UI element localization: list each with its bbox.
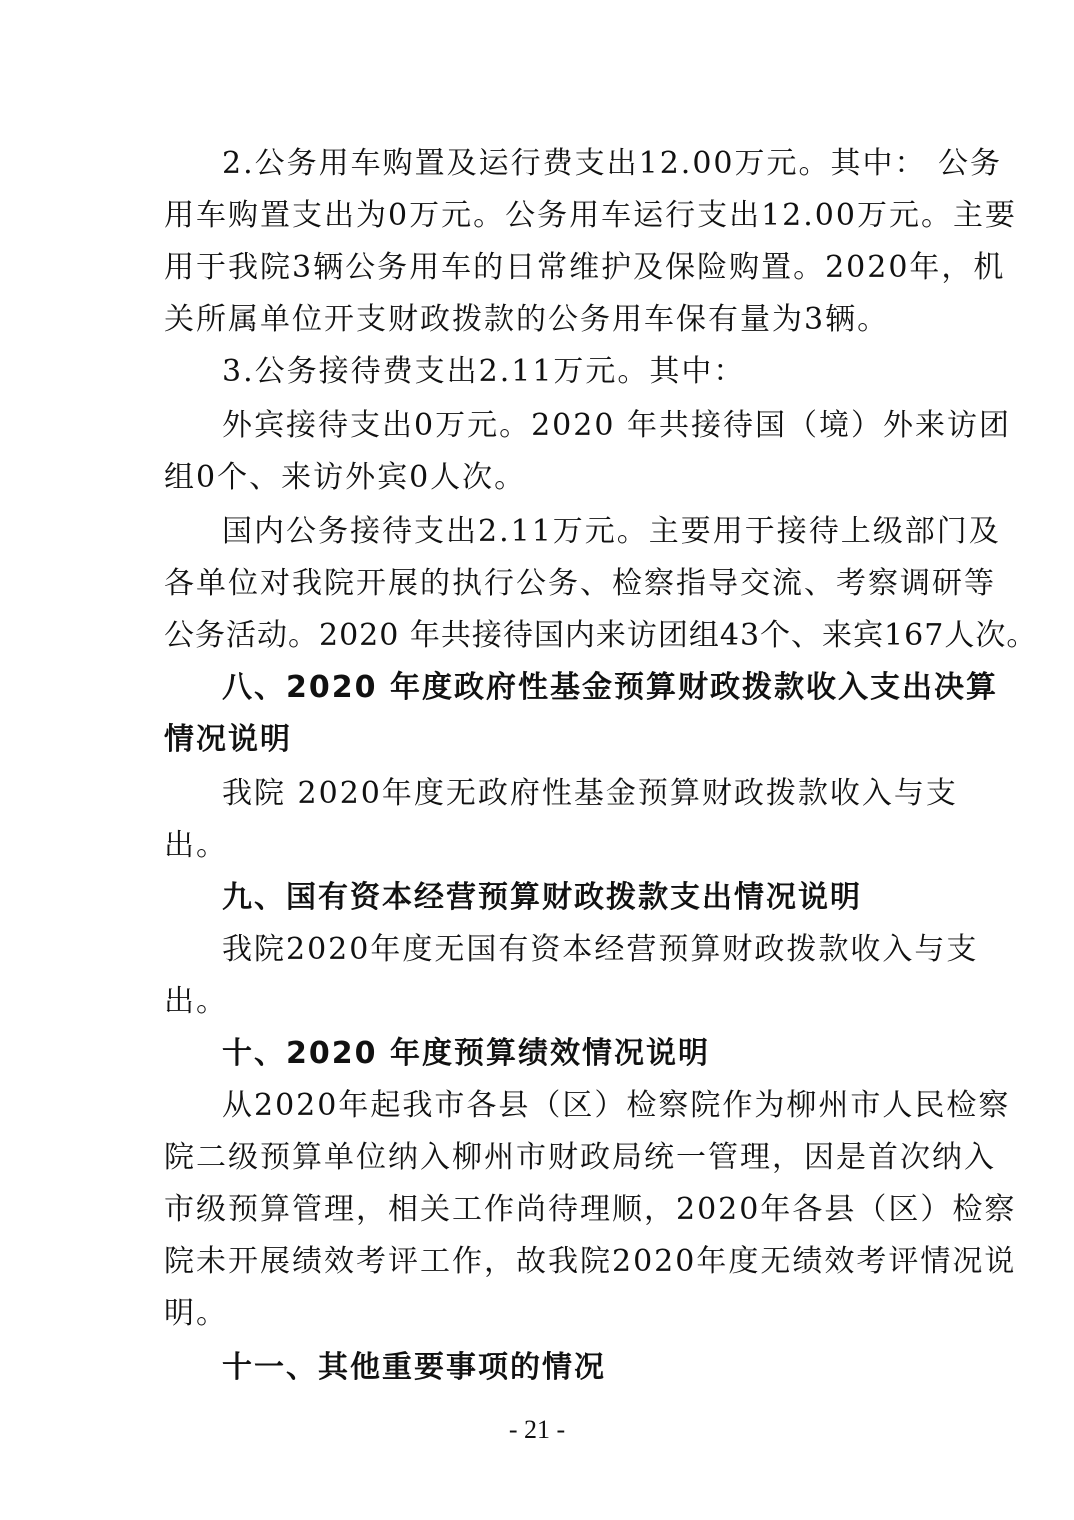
section-heading-10: 十、2020 年度预算绩效情况说明 — [222, 1036, 710, 1071]
body-text-line: 外宾接待支出0万元。2020 年共接待国（境）外来访团 — [222, 408, 1011, 443]
section-heading-11: 十一、其他重要事项的情况 — [222, 1350, 606, 1385]
body-text-line: 用于我院3辆公务用车的日常维护及保险购置。2020年，机 — [164, 250, 1006, 285]
body-text-line: 院未开展绩效考评工作，故我院2020年度无绩效考评情况说 — [164, 1244, 1017, 1279]
body-text-line: 出。 — [164, 828, 228, 863]
body-text-line: 3.公务接待费支出2.11万元。其中： — [222, 354, 746, 389]
body-text-line: 院二级预算单位纳入柳州市财政局统一管理，因是首次纳入 — [164, 1140, 996, 1175]
body-text-line: 市级预算管理，相关工作尚待理顺，2020年各县（区）检察 — [164, 1192, 1017, 1227]
body-text-line: 从2020年起我市各县（区）检察院作为柳州市人民检察 — [222, 1088, 1011, 1123]
body-text-line: 我院 2020年度无政府性基金预算财政拨款收入与支 — [222, 776, 958, 811]
body-text-line: 出。 — [164, 984, 228, 1019]
section-heading-9: 九、国有资本经营预算财政拨款支出情况说明 — [222, 880, 862, 915]
body-text-line: 2.公务用车购置及运行费支出12.00万元。其中： 公务 — [222, 146, 1003, 181]
body-text-line: 用车购置支出为0万元。公务用车运行支出12.00万元。主要 — [164, 198, 1017, 233]
body-text-line: 公务活动。2020 年共接待国内来访团组43个、来宾167人次。 — [164, 618, 1038, 653]
section-heading-8-continued: 情况说明 — [164, 722, 292, 757]
page-number: - 21 - — [508, 1415, 566, 1444]
body-text-line: 各单位对我院开展的执行公务、检察指导交流、考察调研等 — [164, 566, 996, 601]
body-text-line: 明。 — [164, 1296, 228, 1331]
body-text-line: 组0个、来访外宾0人次。 — [164, 460, 527, 495]
body-text-line: 国内公务接待支出2.11万元。主要用于接待上级部门及 — [222, 514, 1001, 549]
section-heading-8: 八、2020 年度政府性基金预算财政拨款收入支出决算 — [222, 670, 998, 705]
body-text-line: 关所属单位开支财政拨款的公务用车保有量为3辆。 — [164, 302, 890, 337]
body-text-line: 我院2020年度无国有资本经营预算财政拨款收入与支 — [222, 932, 979, 967]
